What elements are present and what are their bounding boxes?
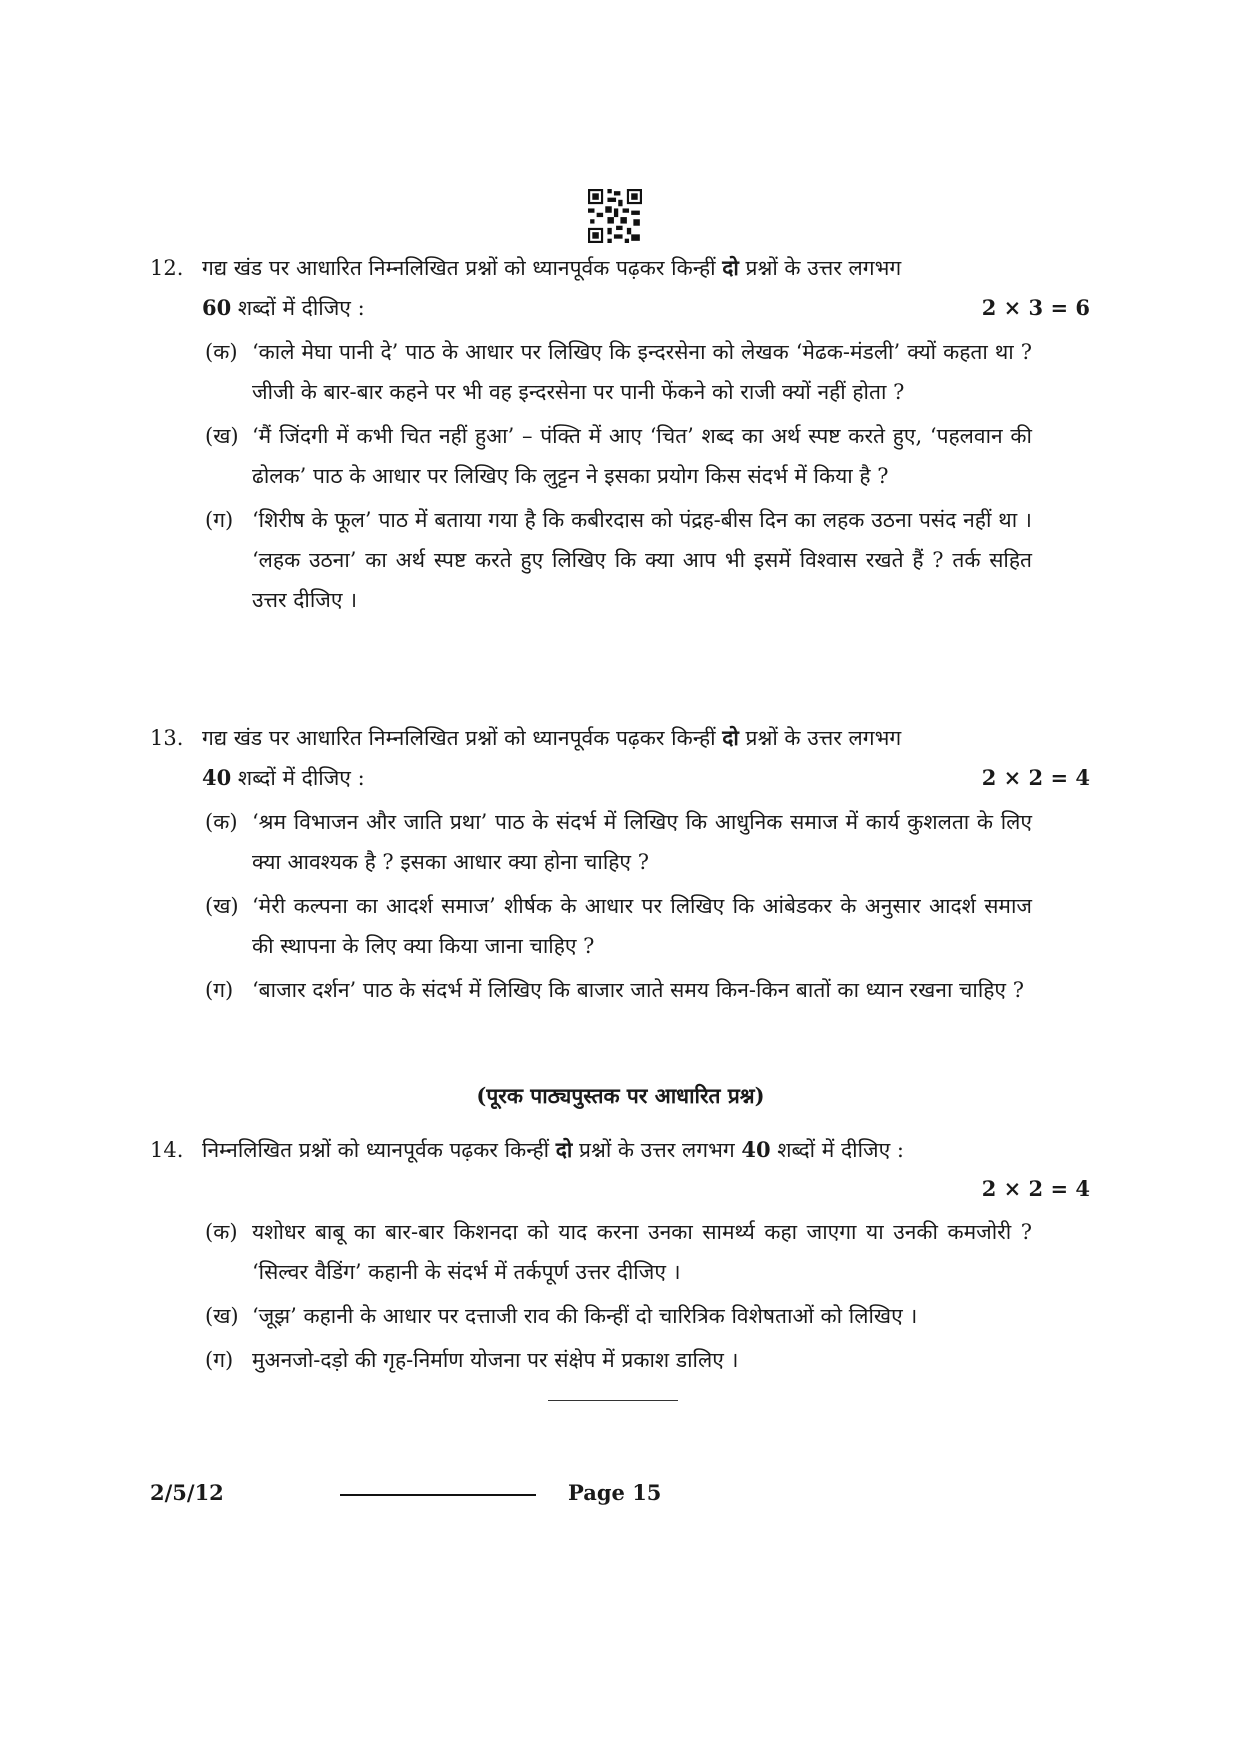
sub-question-label: (क) <box>205 810 238 834</box>
word-limit: 40 <box>202 765 232 790</box>
sub-question <box>150 416 1032 496</box>
sub-question <box>150 970 1032 1010</box>
intro-text: शब्दों में दीजिए : <box>231 296 365 320</box>
intro-text: शब्दों में दीजिए : <box>231 766 365 790</box>
page-number: Page 15 <box>568 1480 662 1505</box>
intro-emphasis: दो <box>722 255 739 280</box>
section-heading: (पूरक पाठ्यपुस्तक पर आधारित प्रश्न) <box>476 1083 765 1108</box>
sub-question <box>150 1212 1032 1292</box>
sub-question-label: (ग) <box>205 978 234 1002</box>
marks: 2 × 2 = 4 <box>981 765 1090 790</box>
sub-question <box>150 500 1032 620</box>
intro-text: निम्नलिखित प्रश्नों को ध्यानपूर्वक पढ़कर किन्हीं <box>202 1138 556 1162</box>
intro-text: प्रश्नों के उत्तर लगभग <box>572 1138 742 1162</box>
qr-code-icon <box>588 189 642 243</box>
sub-question-text: मुअनजो-दड़ो की गृह-निर्माण योजना पर संक्षेप में प्रकाश डालिए । <box>252 1348 739 1372</box>
question-number: 14. <box>150 1138 184 1162</box>
marks: 2 × 2 = 4 <box>981 1176 1090 1201</box>
sub-question-label: (क) <box>205 340 238 364</box>
question-intro <box>150 718 1090 798</box>
intro-text: प्रश्नों के उत्तर लगभग <box>738 726 902 750</box>
sub-question-label: (ग) <box>205 1348 234 1372</box>
intro-text: प्रश्नों के उत्तर लगभग <box>738 256 902 280</box>
sub-question-text: यशोधर बाबू का बार-बार किशनदा को याद करना उनका सामर्थ्य कहा जाएगा या उनकी कमजोरी ? ‘सिल्वर वैडिंग’ कहानी के संदर्भ में तर्कपूर्ण उत्तर दीजिए । <box>252 1220 1032 1284</box>
sub-question <box>150 886 1032 966</box>
intro-text: शब्दों में दीजिए : <box>770 1138 904 1162</box>
question-number: 12. <box>150 256 184 280</box>
intro-emphasis: दो <box>555 1137 573 1162</box>
footer-divider <box>340 1494 536 1496</box>
sub-question-text: ‘मेरी कल्पना का आदर्श समाज’ शीर्षक के आधार पर लिखिए कि आंबेडकर के अनुसार आदर्श समाज की स्थापना के लिए क्या किया जाना चाहिए ? <box>252 894 1032 958</box>
sub-question-text: ‘बाजार दर्शन’ पाठ के संदर्भ में लिखिए कि बाजार जाते समय किन-किन बातों का ध्यान रखना चाहिए ? <box>252 978 1024 1002</box>
question-12 <box>150 248 1090 620</box>
sub-question-text: ‘श्रम विभाजन और जाति प्रथा’ पाठ के संदर्भ में लिखिए कि आधुनिक समाज में कार्य कुशलता के लिए क्या आवश्यक है ? इसका आधार क्या होना चाहिए ? <box>252 810 1032 874</box>
intro-text: गद्य खंड पर आधारित निम्नलिखित प्रश्नों को ध्यानपूर्वक पढ़कर किन्हीं <box>202 726 723 750</box>
sub-question-label: (क) <box>205 1220 238 1244</box>
sub-question-label: (ख) <box>205 424 239 448</box>
marks: 2 × 3 = 6 <box>981 295 1090 320</box>
sub-question <box>150 1340 1032 1380</box>
sub-question <box>150 802 1032 882</box>
sub-question-text: ‘शिरीष के फूल’ पाठ में बताया गया है कि कबीरदास को पंद्रह-बीस दिन का लहक उठना पसंद नहीं था । ‘लहक उठना’ का अर्थ स्पष्ट करते हुए लिखिए कि क्या आप भी इसमें विश्वास रखते हैं ? तर्क सहित उत्तर दीजिए । <box>252 508 1032 612</box>
intro-text: गद्य खंड पर आधारित निम्नलिखित प्रश्नों को ध्यानपूर्वक पढ़कर किन्हीं <box>202 256 723 280</box>
word-limit: 60 <box>202 295 232 320</box>
sub-question-text: ‘जूझ’ कहानी के आधार पर दत्ताजी राव की किन्हीं दो चारित्रिक विशेषताओं को लिखिए । <box>252 1304 918 1328</box>
sub-question <box>150 1296 1032 1336</box>
question-13 <box>150 718 1090 1010</box>
paper-code: 2/5/12 <box>150 1480 224 1505</box>
sub-question-label: (ग) <box>205 508 234 532</box>
sub-question-label: (ख) <box>205 894 239 918</box>
sub-question-text: ‘मैं जिंदगी में कभी चित नहीं हुआ’ – पंक्ति में आए ‘चित’ शब्द का अर्थ स्पष्ट करते हुए, ‘पहलवान की ढोलक’ पाठ के आधार पर लिखिए कि लुट्टन ने इसका प्रयोग किस संदर्भ में किया है ? <box>252 424 1032 488</box>
sub-question <box>150 332 1032 412</box>
end-divider <box>548 1400 678 1401</box>
intro-emphasis: दो <box>722 725 739 750</box>
word-limit: 40 <box>741 1137 771 1162</box>
question-number: 13. <box>150 726 184 750</box>
question-intro <box>150 248 1090 328</box>
sub-question-label: (ख) <box>205 1304 239 1328</box>
question-intro <box>150 1130 1090 1170</box>
question-14 <box>150 1130 1090 1380</box>
sub-question-text: ‘काले मेघा पानी दे’ पाठ के आधार पर लिखिए कि इन्दरसेना को लेखक ‘मेढक-मंडली’ क्यों कहता था ? जीजी के बार-बार कहने पर भी वह इन्दरसेना पर पानी फेंकने को राजी क्यों नहीं होता ? <box>252 340 1032 404</box>
